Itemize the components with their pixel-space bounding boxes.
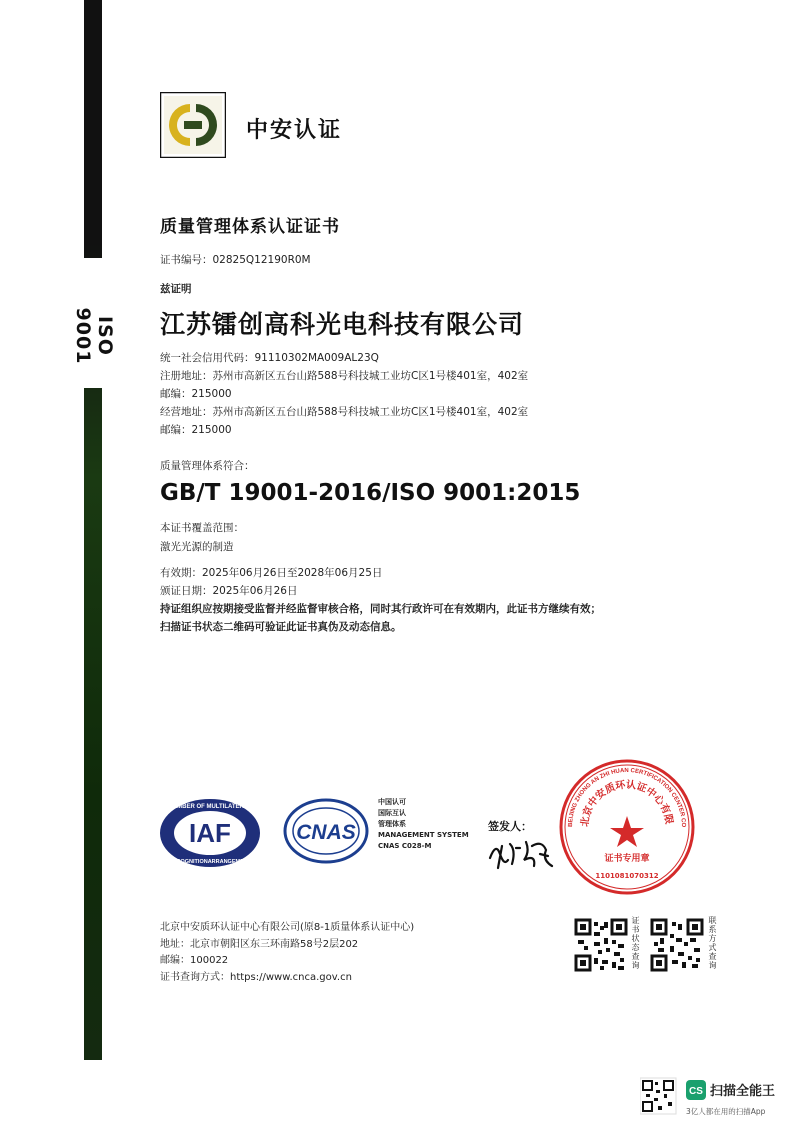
certificate-title: 质量管理体系认证证书 (160, 217, 340, 237)
contact-qr-code[interactable] (650, 918, 704, 972)
footer-query[interactable]: 证书查询方式：https://www.cnca.gov.cn (160, 971, 352, 983)
cnas-line-1: 中国认可 (378, 798, 406, 806)
app-icon-text: CS (689, 1086, 703, 1097)
handwritten-signature (486, 836, 558, 872)
footer-address: 地址：北京市朝阳区东三环南路58号2层202 (160, 938, 359, 950)
official-seal (558, 758, 696, 896)
issue-date: 颁证日期：2025年06月26日 (160, 585, 298, 597)
footer-postcode: 邮编：100022 (160, 955, 229, 966)
seal-number: 1101081070312 (595, 872, 659, 880)
operating-postcode: 邮编：215000 (160, 424, 232, 436)
cnas-line-4: MANAGEMENT SYSTEM (378, 831, 469, 839)
conformity-label: 质量管理体系符合： (160, 460, 255, 472)
app-tagline: 3亿人都在用的扫描App (686, 1107, 766, 1116)
iaf-center-text: IAF (189, 818, 231, 848)
scope-label: 本证书覆盖范围： (160, 522, 244, 534)
cnas-line-5: CNAS C028-M (378, 842, 432, 850)
seal-ring-chinese: 北京中安质环认证中心有限 (579, 779, 675, 828)
certificate-number: 证书编号：02825Q12190R0M (160, 254, 311, 266)
seal-inner-text: 证书专用章 (604, 854, 650, 864)
contact-qr-caption: 联系方式查询 (708, 916, 717, 970)
app-name: 扫描全能王 (710, 1084, 776, 1099)
cnas-line-3: 管理体系 (378, 820, 406, 828)
footer-org: 北京中安质环认证中心有限公司(原8-1质量体系认证中心) (160, 922, 415, 933)
footer-info (160, 920, 414, 986)
operating-address: 经营地址：苏州市高新区五台山路588号科技城工业坊C区1号楼401室，402室 (160, 406, 529, 418)
validity-period: 有效期：2025年06月26日至2028年06月25日 (160, 567, 383, 579)
cnas-center-text: CNAS (296, 821, 356, 844)
zhongan-logo (160, 92, 226, 158)
certify-label: 兹证明 (160, 283, 192, 295)
brand-name: 中安认证 (246, 118, 343, 143)
standard-code: GB/T 19001-2016/ISO 9001:2015 (160, 480, 581, 506)
side-band (84, 0, 102, 1060)
scope-text: 激光光源的制造 (160, 541, 234, 553)
company-name: 江苏镭创高科光电科技有限公司 (160, 310, 525, 339)
cnas-mark (283, 797, 369, 865)
seal-star (610, 816, 644, 847)
iaf-bottom-text: RECOGNITIONARRANGEMENT (168, 859, 252, 865)
iaf-mark (158, 797, 262, 869)
scanner-app-watermark (640, 1076, 790, 1120)
status-qr-code[interactable] (574, 918, 628, 972)
iaf-top-text: MEMBER OF MULTILATERAL (168, 804, 252, 810)
verify-note: 扫描证书状态二维码可验证此证书真伪及动态信息。 (160, 621, 402, 633)
validity-note: 持证组织应按期接受监督并经监督审核合格，同时其行政许可在有效期内，此证书方继续有效； (160, 603, 601, 615)
status-qr-caption: 证书状态查询 (631, 916, 640, 970)
cnas-description (378, 797, 469, 852)
credit-code: 统一社会信用代码：91110302MA009AL23Q (160, 352, 379, 364)
side-band-text: ISO 9001 (72, 307, 116, 365)
issuer-label: 签发人： (488, 820, 532, 833)
seal-ring-english: BEIJING ZHONG AN ZHI HUAN CERTIFICATION CENTER CO (567, 767, 687, 828)
registered-address: 注册地址：苏州市高新区五台山路588号科技城工业坊C区1号楼401室，402室 (160, 370, 529, 382)
cnas-line-2: 国际互认 (378, 809, 406, 817)
registered-postcode: 邮编：215000 (160, 388, 232, 400)
